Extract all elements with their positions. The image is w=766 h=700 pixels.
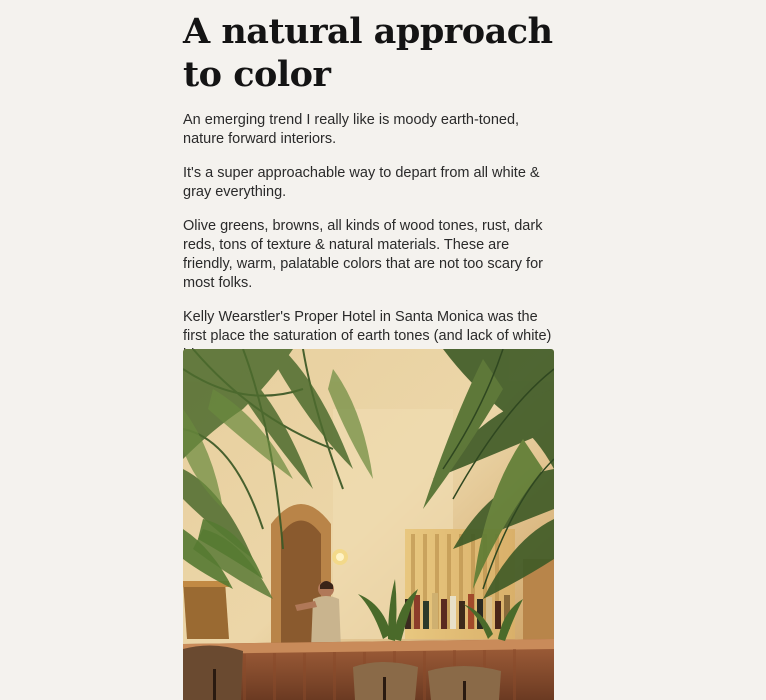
hotel-bar-photo xyxy=(183,349,554,700)
article-paragraph-3: Olive greens, browns, all kinds of wood tones, rust, dark reds, tons of texture & natural materials. These are friendly, warm, palatable colors that are not too scary for most folks. xyxy=(183,218,543,291)
article-title: A natural approach to color xyxy=(183,11,553,95)
article-paragraph-4: Kelly Wearstler's Proper Hotel in Santa Monica was the first place the saturation of earth tones (and lack of white) xyxy=(183,309,552,344)
article xyxy=(183,0,555,365)
article-paragraph-2: It's a super approachable way to depart from all white & gray everything. xyxy=(183,165,540,200)
article-paragraph-1: An emerging trend I really like is moody earth-toned, nature forward interiors. xyxy=(183,112,520,147)
